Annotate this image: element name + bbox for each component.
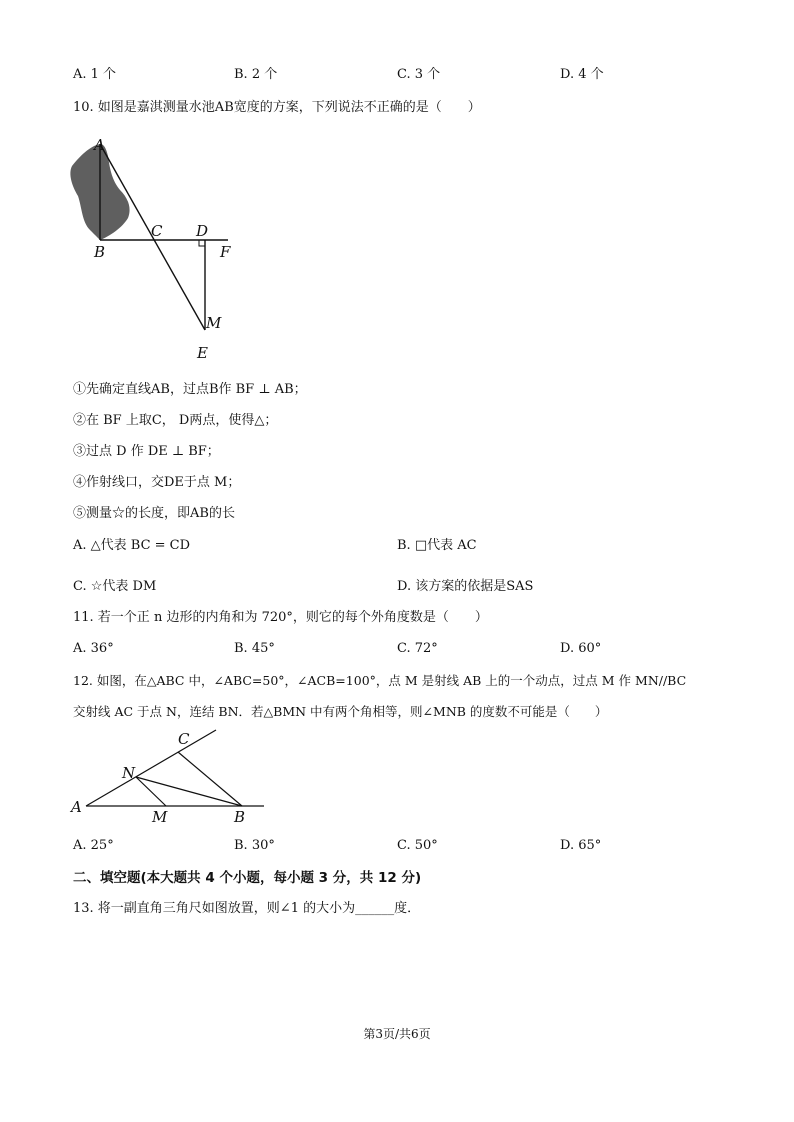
q11-option-b: B. 45° — [234, 641, 275, 656]
q13-stem: 13. 将一副直角三角尺如图放置，则∠1 的大小为______度． — [73, 901, 421, 916]
segment-cb — [178, 752, 242, 806]
q11-option-a: A. 36° — [73, 641, 114, 656]
label-m: M — [152, 808, 168, 826]
right-angle-mark — [199, 240, 205, 246]
label-c: C — [178, 730, 190, 748]
pond-shape-right — [100, 144, 130, 240]
page-footer: 第3页/共6页 — [363, 1027, 431, 1041]
q12-option-c: C. 50° — [397, 838, 438, 853]
label-f: F — [220, 243, 231, 261]
q11-stem: 11. 若一个正 n 边形的内角和为 720°，则它的每个外角度数是（ ） — [73, 610, 488, 625]
q12-stem-line-1: 12. 如图，在△ABC 中，∠ABC=50°，∠ACB=100°，点 M 是射线 AB 上的一个动点，过点 M 作 MN//BC — [73, 673, 687, 688]
q10-option-d: D. 该方案的依据是SAS — [397, 579, 534, 594]
label-a: A — [94, 136, 105, 154]
label-d: D — [196, 222, 209, 240]
q12-option-d: D. 65° — [560, 838, 602, 853]
q10-figure — [60, 132, 250, 364]
q10-step-1: ①先确定直线AB，过点B作 BF ⊥ AB； — [73, 382, 307, 397]
q12-option-b: B. 30° — [234, 838, 275, 853]
section-2-title: 二、填空题(本大题共 4 个小题，每小题 3 分，共 12 分) — [73, 870, 422, 886]
label-e: E — [197, 344, 208, 362]
q10-step-2: ②在 BF 上取C， D两点，使得△； — [73, 413, 278, 428]
q10-stem: 10. 如图是嘉淇测量水池AB宽度的方案，下列说法不正确的是（ ） — [73, 100, 481, 115]
pond-shape — [70, 144, 100, 240]
label-b: B — [94, 243, 106, 261]
q12-option-a: A. 25° — [73, 838, 114, 853]
q12-figure — [66, 724, 272, 830]
label-a: A — [71, 798, 82, 816]
label-n: N — [122, 764, 136, 782]
q9-option-d: D. 4 个 — [560, 67, 604, 82]
q10-option-a: A. △代表 BC = CD — [73, 538, 191, 553]
q10-step-3: ③过点 D 作 DE ⊥ BF； — [73, 444, 220, 459]
q10-step-4: ④作射线口，交DE于点 M； — [73, 475, 241, 490]
q10-option-b: B. □代表 AC — [397, 538, 477, 553]
q11-option-d: D. 60° — [560, 641, 602, 656]
q9-option-c: C. 3 个 — [397, 67, 441, 82]
label-c: C — [151, 222, 163, 240]
q11-option-c: C. 72° — [397, 641, 438, 656]
label-b: B — [234, 808, 246, 826]
label-m: M — [206, 314, 222, 332]
segment-nb — [136, 777, 242, 806]
q12-stem-line-2: 交射线 AC 于点 N，连结 BN．若△BMN 中有两个角相等，则∠MNB 的度数不可能是（ ） — [73, 704, 608, 719]
q9-option-b: B. 2 个 — [234, 67, 278, 82]
q10-option-c: C. ☆代表 DM — [73, 579, 157, 594]
q9-option-a: A. 1 个 — [73, 67, 117, 82]
q10-step-5: ⑤测量☆的长度，即AB的长 — [73, 506, 235, 521]
